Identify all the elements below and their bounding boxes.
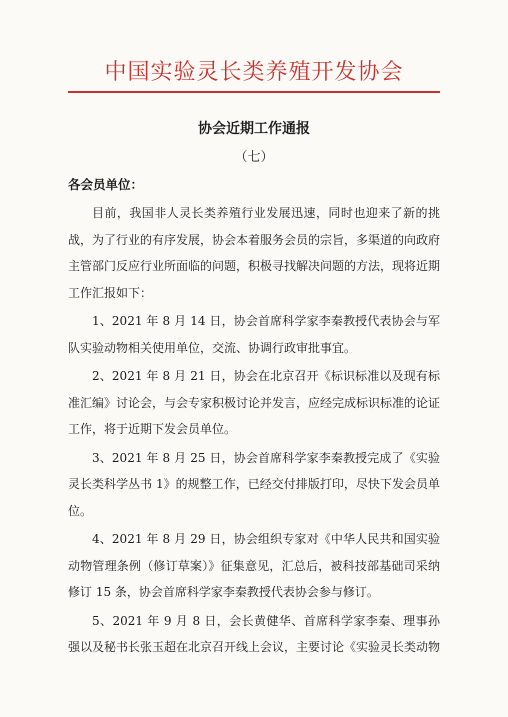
document-body (68, 200, 440, 663)
body-paragraph-item-1: 1、2021 年 8 月 14 日，协会首席科学家李秦教授代表协会与军队实验动物相关使用单位，交流、协调行政审批事宜。 (68, 314, 440, 355)
document-issue-number: （七） (234, 150, 274, 165)
body-paragraph-item-4: 4、2021 年 8 月 29 日，协会组织专家对《中华人民共和国实验动物管理条例（修订草案）》征集意见，汇总后，被科技部基础司采纳修订 15 条，协会首席科学家李秦教授代表协会参与修订。 (68, 532, 440, 599)
body-paragraph-item-2: 2、2021 年 8 月 21 日，协会在北京召开《标识标准以及现有标准汇编》讨论会，与会专家积极讨论并发言，应经完成标识标准的论证工作，将于近期下发会员单位。 (68, 369, 441, 436)
header-divider (68, 91, 440, 93)
salutation: 各会员单位： (68, 177, 144, 192)
organization-name: 中国实验灵长类养殖开发协会 (104, 60, 404, 85)
body-paragraph-item-5: 5、2021 年 9 月 8 日，会长黄健华、首席科学家李秦、理事孙强以及秘书长张玉超在北京召开线上会议，主要讨论《实验灵长类动物 (68, 613, 441, 654)
body-paragraph-item-3: 3、2021 年 8 月 25 日，协会首席科学家李秦教授完成了《实验灵长类科学丛书 1》的规整工作，已经交付排版打印，尽快下发会员单位。 (68, 450, 440, 518)
document-title: 协会近期工作通报 (198, 121, 310, 137)
body-paragraph-intro: 目前，我国非人灵长类养殖行业发展迅速，同时也迎来了新的挑战，为了行业的有序发展，协会本着服务会员的宗旨，多渠道的向政府主管部门反应行业所面临的问题，积极寻找解决问题的方法，现将近期工作汇报如下： (68, 206, 441, 300)
